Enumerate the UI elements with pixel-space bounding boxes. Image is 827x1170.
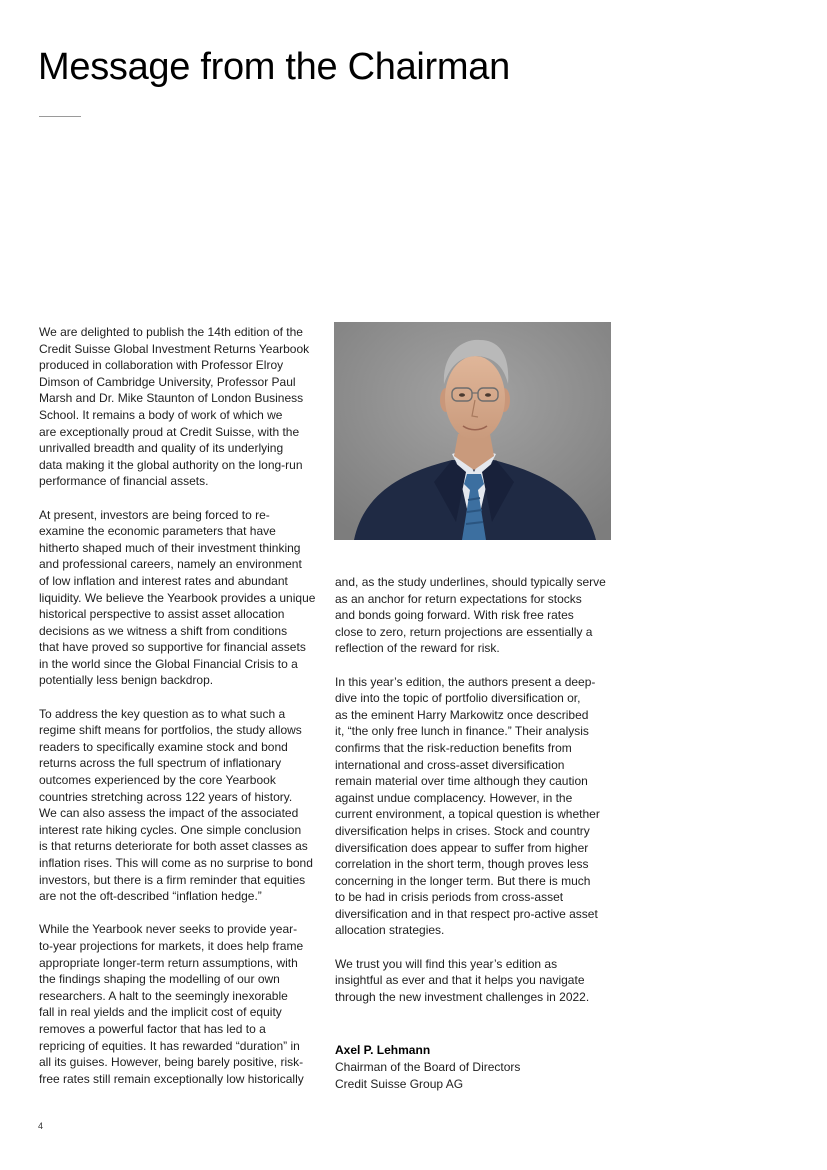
regime-shift-paragraph: To address the key question as to what such a regime shift means for portfolios, the study allows readers to specifically examine stock and bond returns across the full spectrum of inflationary outcomes experienced by the core Yearbook countries stretching across 122 years of history. We can also assess the impact of the associated interest rate hiking cycles. One simple conclusion is that returns deteriorate for both asset classes as inflation rises. This will come as no surprise to bond investors, but there is a firm reminder that equities are not the oft-described “inflation hedge.” (39, 706, 313, 904)
signatory-organization: Credit Suisse Group AG (335, 1077, 464, 1091)
closing-paragraph: We trust you will find this year’s edition as insightful as ever and that it helps you navigate through the new investment challenges in 2022. (335, 956, 590, 1004)
left-text-column (39, 324, 321, 1104)
anchor-paragraph: and, as the study underlines, should typically serve as an anchor for return expectations for stocks and bonds going forward. With risk free rates close to zero, return projections are essentially a reflection of the reward for risk. (335, 575, 606, 656)
right-text-column (335, 574, 615, 1022)
diversification-paragraph: In this year’s edition, the authors present a deep- dive into the topic of portfolio diversification or, as the eminent Harry Markowitz once described it, “the only free lunch in finance.” Their analysis confirms that the risk-reduction benefits from international and cross-asset diversification remain material over time although they caution against undue complacency. However, in the current environment, a topical question is whether diversification helps in crises. Stock and country diversification does appear to suffer from higher correlation in the short term, though proves less concerning in the longer term. But there is much to be had in crisis periods from cross-asset diversification and in that respect pro-active asset allocation strategies. (335, 674, 600, 938)
signatory-role: Chairman of the Board of Directors (335, 1060, 521, 1074)
projections-paragraph: While the Yearbook never seeks to provide year- to-year projections for markets, it does help frame appropriate longer-term return assumptions, with the findings shaping the modelling of our own researchers. A halt to the seemingly inexorable fall in real yields and the implicit cost of equity removes a powerful factor that has led to a repricing of equities. It has rewarded “duration” in all its guises. However, being barely positive, risk- free rates still remain exceptionally low historically (39, 922, 304, 1086)
page-number: 4 (38, 1121, 44, 1131)
signature-block (335, 1042, 615, 1093)
page-title: Message from the Chairman (38, 46, 510, 88)
signatory-name: Axel P. Lehmann (335, 1043, 431, 1057)
title-divider (39, 116, 81, 117)
chairman-portrait-photo (334, 322, 611, 540)
intro-paragraph: We are delighted to publish the 14th edition of the Credit Suisse Global Investment Returns Yearbook produced in collaboration with Professor Elroy Dimson of Cambridge University, Professor Paul Marsh and Dr. Mike Staunton of London Business School. It remains a body of work of which we are exceptionally proud at Credit Suisse, with the unrivalled breadth and quality of its underlying data making it the global authority on the long-run performance of financial assets. (39, 325, 310, 489)
portrait-illustration (334, 322, 611, 540)
economic-parameters-paragraph: At present, investors are being forced to re- examine the economic parameters that have hitherto shaped much of their investment thinking and professional careers, namely an environment of low inflation and interest rates and abundant liquidity. We believe the Yearbook provides a unique historical perspective to assist asset allocation decisions as we witness a shift from conditions that have proved so supportive for financial assets in the world since the Global Financial Crisis to a potentially less benign backdrop. (39, 507, 316, 688)
